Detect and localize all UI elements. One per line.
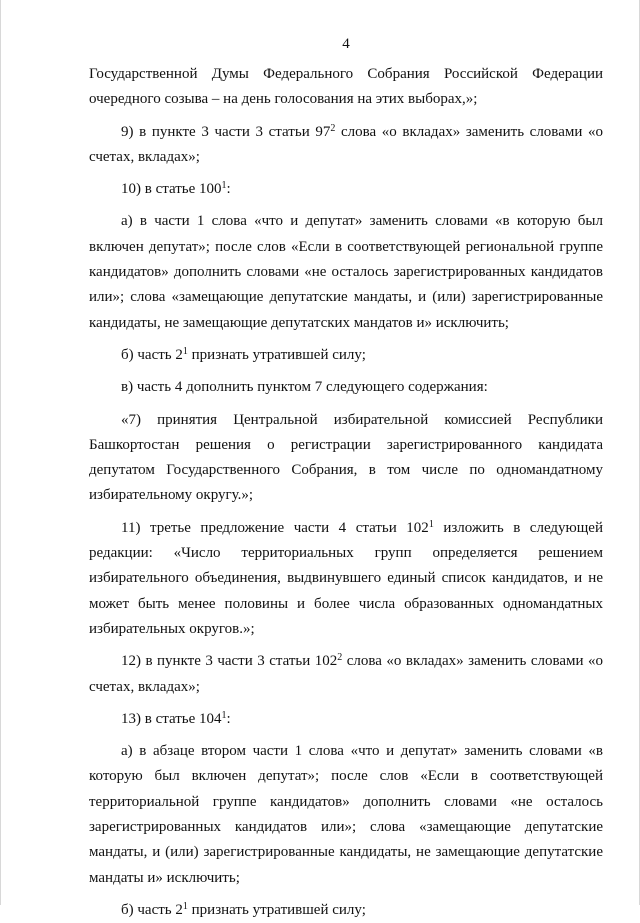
document-body [89,62,603,923]
page-number: 4 [342,36,350,52]
paragraph-item-12: 12) в пункте 3 части 3 статьи $102^2$ слова «о вкладах» заменить словами «о счетах, вкладах»; [89,652,603,695]
paragraph-item-13: 13) в статье $104^1$: [121,709,231,727]
paragraph-item-9: 9) в пункте 3 части 3 статьи $97^2$ слова «о вкладах» заменить словами «о счетах, вкладах»; [89,122,603,165]
paragraph-item-11: 11) третье предложение части 4 статьи $102^1$ изложить в следующей редакции: «Число территориальных групп определяется решением избирательного объединения, выдвинувшего единый список кандидатов, и не может быть менее половины и более числа образованных одномандатных избирательных округов.»; [89,518,603,637]
paragraph-item-10-b: б) часть $2^1$ признать утратившей силу; [121,345,366,363]
paragraph-item-13-a: а) в абзаце втором части 1 слова «что и депутат» заменить словами «в которую был включен депутат»; после слов «Если в соответствующей территориальной группе кандидатов» дополнить словами «не осталось зарегистрированных кандидатов или»; слова «замещающие депутатские мандаты, и (или) зарегистрированные кандидаты, не замещающие депутатские мандаты и» исключить; [89,743,603,886]
paragraph-quoted-item-7: «7) принятия Центральной избирательной комиссией Республики Башкортостан решения о регистрации зарегистрированного кандидата депутатом Государственного Собрания, в том числе по одномандатному избирательному округу.»; [89,411,603,504]
paragraph-item-13-b: б) часть $2^1$ признать утратившей силу; [121,900,366,918]
paragraph-item-10-a: а) в части 1 слова «что и депутат» заменить словами «в которую был включен депутат»; после слов «Если в соответствующей региональной группе кандидатов» дополнить словами «не осталось зарегистрированных кандидатов или»; слова «замещающие депутатские мандаты, и (или) зарегистрированные кандидаты, не замещающие депутатских мандатов и» исключить; [89,213,603,331]
paragraph-item-10: 10) в статье $100^1$: [121,180,231,198]
paragraph-item-10-v: в) часть 4 дополнить пунктом 7 следующего содержания: [121,379,488,396]
paragraph-continuation-line-1: Государственной Думы Федерального Собрания Российской Федерации [89,66,603,82]
paragraph-continuation-line-2: очередного созыва – на день голосования на этих выборах,»; [89,91,478,108]
